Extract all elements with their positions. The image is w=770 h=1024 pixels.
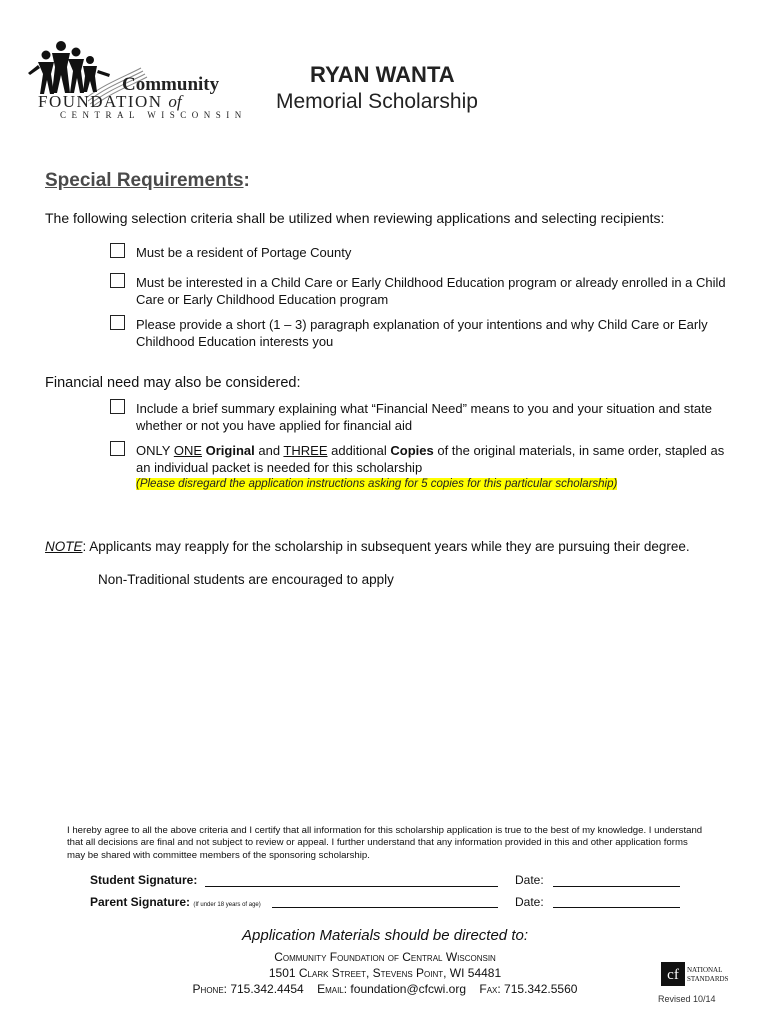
financial-need-heading: Financial need may also be considered: — [45, 375, 301, 391]
page-subtitle: Memorial Scholarship — [276, 90, 478, 113]
contact-email: : foundation@cfcwi.org — [343, 982, 467, 996]
contact-address: 1501 Clark Street, Stevens Point, WI 54481 — [268, 966, 502, 980]
contact-org: Community Foundation of Central Wisconsin — [274, 950, 496, 964]
checkbox-child-care-interest[interactable] — [110, 273, 125, 288]
reapply-note: NOTE: Applicants may reapply for the scholarship in subsequent years while they are pursuing their degree. — [45, 539, 690, 554]
student-signature-line[interactable] — [205, 886, 498, 887]
logo-text-foundation: FOUNDATION of — [38, 92, 182, 111]
requirement-child-care-interest: Must be interested in a Child Care or Early Childhood Education program or already enrolled in a Child Care or Early Childhood Education program — [136, 275, 726, 307]
student-signature-label: Student Signature: — [90, 873, 198, 887]
student-date-line[interactable] — [553, 886, 680, 887]
non-traditional-note: Non-Traditional students are encouraged to apply — [98, 572, 394, 587]
copies-disclaimer: (Please disregard the application instructions asking for 5 copies for this particular scholarship) — [136, 478, 618, 490]
requirement-explanation-paragraph: Please provide a short (1 – 3) paragraph explanation of your intentions and why Child Care or Early Childhood Education interests you — [136, 317, 708, 349]
certification-statement: I hereby agree to all the above criteria and I certify that all information for this scholarship application is true to the best of my knowledge. I understand that all decisions are final and not subject to review or appeal. I further understand that any information provided in this and other application forms may be shared with committee members of the sponsoring scholarship. — [67, 825, 703, 861]
parent-signature-label: Parent Signature: (If under 18 years of age) — [90, 895, 261, 909]
requirement-financial-summary: Include a brief summary explaining what “Financial Need” means to you and your situation and state whether or not you have applied for financial aid — [136, 401, 712, 433]
checkbox-copies[interactable] — [110, 441, 125, 456]
section-heading-special-requirements: Special Requirements: — [45, 170, 250, 191]
parent-signature-note: (If under 18 years of age) — [193, 902, 261, 908]
svg-text:cf: cf — [667, 967, 679, 983]
contact-line: Phone: 715.342.4454 Email: foundation@cfcwi.org Fax: 715.342.5560 — [192, 982, 578, 996]
parent-date-label: Date: — [515, 895, 544, 909]
national-standards-badge — [661, 962, 733, 986]
criteria-intro: The following selection criteria shall be utilized when reviewing applications and selecting recipients: — [45, 210, 665, 226]
svg-text:STANDARDS: STANDARDS — [687, 975, 729, 983]
svg-text:NATIONAL: NATIONAL — [687, 966, 723, 974]
checkbox-explanation-paragraph[interactable] — [110, 315, 125, 330]
requirement-copies: ONLY ONE Original and THREE additional Copies of the original materials, in same order, stapled as an individual packet is needed for this scholarship — [136, 443, 725, 475]
logo-text-central-wisconsin: CENTRAL WISCONSIN — [60, 110, 247, 120]
parent-date-line[interactable] — [553, 907, 680, 908]
page-title: RYAN WANTA — [310, 62, 455, 87]
directed-heading: Application Materials should be directed to: — [242, 927, 528, 944]
revision-label: Revised 10/14 — [658, 994, 716, 1004]
logo-text-community: Community — [122, 74, 220, 95]
requirement-portage-resident: Must be a resident of Portage County — [136, 245, 352, 260]
checkbox-financial-summary[interactable] — [110, 399, 125, 414]
checkbox-portage-resident[interactable] — [110, 243, 125, 258]
parent-signature-line[interactable] — [272, 907, 498, 908]
student-date-label: Date: — [515, 873, 544, 887]
